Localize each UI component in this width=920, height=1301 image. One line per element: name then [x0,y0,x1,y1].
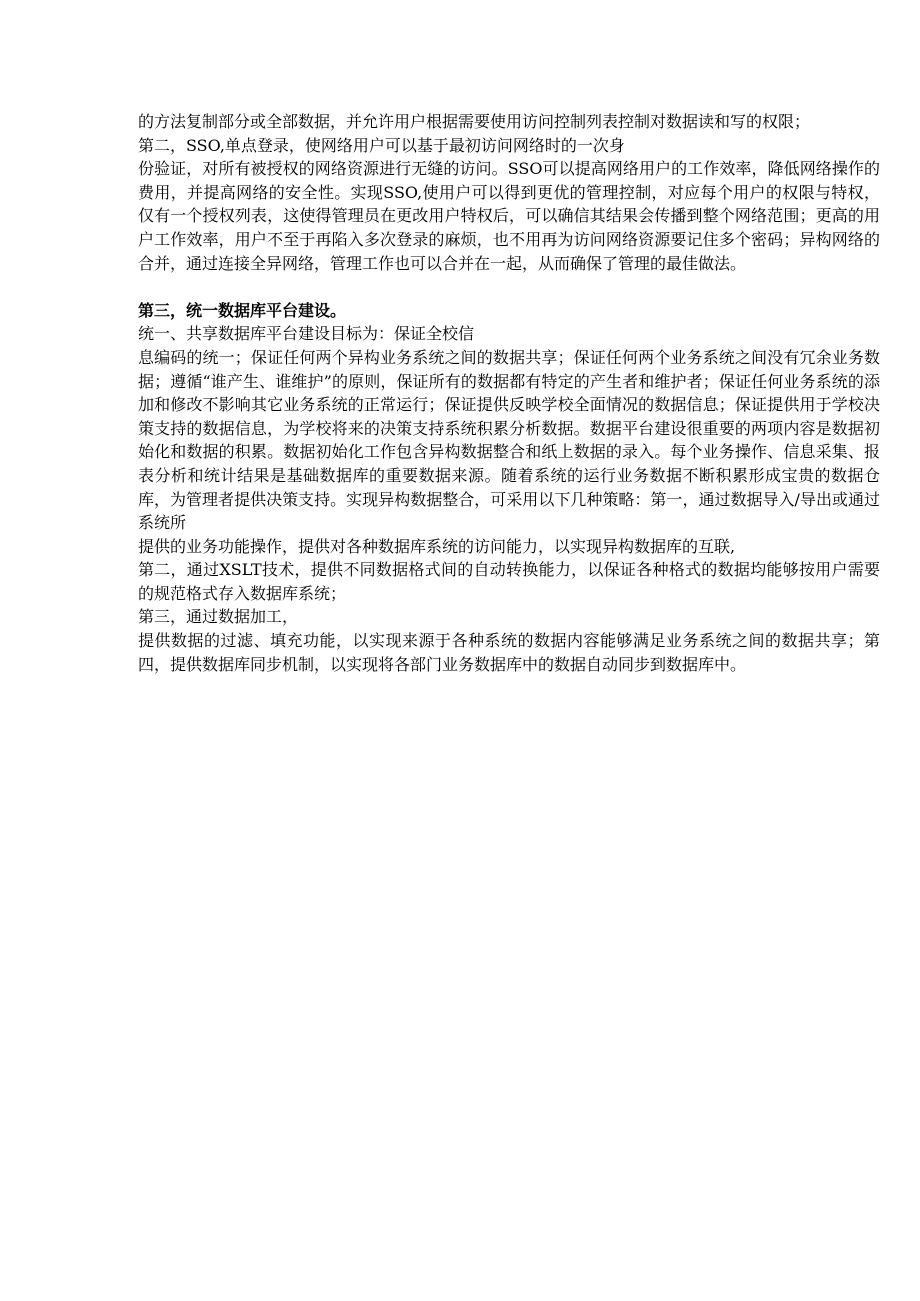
paragraph: 统一、共享数据库平台建设目标为：保证全校信 [138,324,475,344]
paragraph: 的方法复制部分或全部数据，并允许用户根据需要使用访问控制列表控制对数据读和写的权限； [138,112,811,131]
paragraph: 提供的业务功能操作，提供对各种数据库系统的访问能力，以实现异构数据库的互联, [138,536,736,556]
section-heading: 第三，统一数据库平台建设。 [138,300,347,320]
section-three-block [138,299,880,677]
paragraph: 息编码的统一；保证任何两个异构业务系统之间的数据共享；保证任何两个业务系统之间没有冗余业务数据；遵循“谁产生、谁维护”的原则，保证所有的数据都有特定的产生者和维护者；保证任何业务系统的添加和修改不影响其它业务系统的正常运行；保证提供反映学校全面情况的数据信息；保证提供用于学校决策支持的数据信息，为学校将来的决策支持系统积累分析数据。数据平台建设很重要的两项内容是数据初始化和数据的积累。数据初始化工作包含异构数据整合和纸上数据的录入。每个业务操作、信息采集、报表分析和统计结果是基础数据库的重要数据来源。随着系统的运行业务数据不断积累形成宝贵的数据仓库，为管理者提供决策支持。实现异构数据整合，可采用以下几种策略：第一，通过数据导入/导出或通过系统所 [138,347,880,533]
paragraph: 第三，通过数据加工， [138,607,299,627]
paragraph: 提供数据的过滤、填充功能，以实现来源于各种系统的数据内容能够满足业务系统之间的数据共享；第四，提供数据库同步机制，以实现将各部门业务数据库中的数据自动同步到数据库中。 [138,631,880,674]
paragraph: 份验证，对所有被授权的网络资源进行无缝的访问。SSO可以提高网络用户的工作效率，降低网络操作的费用，并提高网络的安全性。实现SSO,使用户可以得到更优的管理控制，对应每个用户的权限与特权，仅有一个授权列表，这使得管理员在更改用户特权后，可以确信其结果会传播到整个网络范围；更高的用户工作效率，用户不至于再陷入多次登录的麻烦，也不用再为访问网络资源要记住多个密码；异构网络的合并，通过连接全异网络，管理工作也可以合并在一起，从而确保了管理的最佳做法。 [138,159,880,273]
document-page [138,110,880,676]
section-two-block [138,110,880,275]
paragraph: 第二，通过XSLT技术，提供不同数据格式间的自动转换能力，以保证各种格式的数据均能够按用户需要的规范格式存入数据库系统； [138,560,880,603]
paragraph: 第二，SSO,单点登录，使网络用户可以基于最初访问网络时的一次身 [138,135,625,155]
paragraph-spacer [138,275,880,299]
